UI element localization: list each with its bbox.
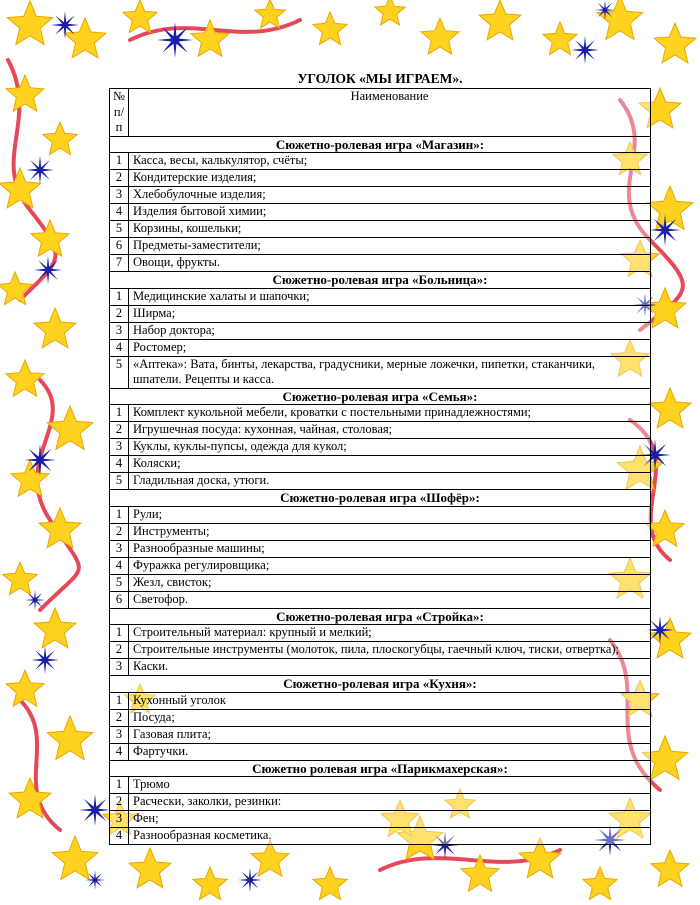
yellow-star-icon <box>6 75 44 111</box>
table-row <box>110 322 651 339</box>
item-number: 3 <box>110 187 129 204</box>
item-text: Коляски; <box>129 456 651 473</box>
yellow-star-icon <box>11 460 49 496</box>
item-text: Строительные инструменты (молоток, пила, плоскогубцы, гаечный ключ, тиски, отвертка); <box>129 642 651 659</box>
item-text: Трюмо <box>129 777 651 794</box>
table-row <box>110 625 651 642</box>
yellow-star-icon <box>313 12 347 45</box>
item-number: 1 <box>110 153 129 170</box>
item-text: Посуда; <box>129 709 651 726</box>
section-heading-row <box>110 388 651 405</box>
table-row <box>110 187 651 204</box>
table-row <box>110 709 651 726</box>
item-text: Фуражка регулировщика; <box>129 557 651 574</box>
table-row <box>110 777 651 794</box>
yellow-star-icon <box>597 0 643 39</box>
yellow-star-icon <box>3 562 37 595</box>
item-number: 4 <box>110 456 129 473</box>
item-number: 1 <box>110 692 129 709</box>
item-text: Разнообразная косметика. <box>129 828 651 845</box>
blue-star-icon <box>85 870 105 890</box>
table-row <box>110 828 651 845</box>
item-number: 3 <box>110 726 129 743</box>
yellow-star-icon <box>479 0 521 40</box>
item-number: 2 <box>110 709 129 726</box>
blue-star-icon <box>31 646 59 674</box>
item-number: 7 <box>110 255 129 272</box>
blue-star-icon <box>157 22 193 58</box>
item-text: Корзины, кошельки; <box>129 221 651 238</box>
item-number: 4 <box>110 204 129 221</box>
table-row <box>110 692 651 709</box>
item-text: Набор доктора; <box>129 322 651 339</box>
yellow-star-icon <box>649 388 691 428</box>
yellow-star-icon <box>31 220 69 256</box>
item-text: Кухонный уголок <box>129 692 651 709</box>
item-text: Газовая плита; <box>129 726 651 743</box>
yellow-star-icon <box>193 867 227 900</box>
item-number: 5 <box>110 473 129 490</box>
section-heading-row <box>110 608 651 625</box>
item-number: 5 <box>110 356 129 388</box>
yellow-star-icon <box>52 836 98 879</box>
section-heading-row <box>110 676 651 693</box>
item-text: Строительный материал: крупный и мелкий; <box>129 625 651 642</box>
items-table <box>109 88 651 845</box>
blue-star-icon <box>25 590 45 610</box>
item-number: 1 <box>110 405 129 422</box>
item-text: Разнообразные машины; <box>129 540 651 557</box>
blue-star-icon <box>238 868 262 892</box>
table-row <box>110 726 651 743</box>
table-row <box>110 356 651 388</box>
item-text: Игрушечная посуда: кухонная, чайная, столовая; <box>129 422 651 439</box>
table-row <box>110 422 651 439</box>
document <box>109 70 651 845</box>
section-heading-row <box>110 490 651 507</box>
item-text: Ширма; <box>129 305 651 322</box>
table-row <box>110 288 651 305</box>
table-row <box>110 642 651 659</box>
yellow-star-icon <box>313 867 347 900</box>
table-row <box>110 523 651 540</box>
section-heading: Сюжетно-ролевая игра «Семья»: <box>110 388 651 405</box>
header-num: № п/п <box>110 89 129 137</box>
table-row <box>110 743 651 760</box>
item-text: Жезл, свисток; <box>129 574 651 591</box>
item-text: Касса, весы, калькулятор, счёты; <box>129 153 651 170</box>
table-row <box>110 255 651 272</box>
yellow-star-icon <box>43 122 77 155</box>
section-heading-row <box>110 136 651 153</box>
item-text: Хлебобулочные изделия; <box>129 187 651 204</box>
item-text: Светофор. <box>129 591 651 608</box>
table-row <box>110 153 651 170</box>
item-number: 1 <box>110 777 129 794</box>
table-row <box>110 405 651 422</box>
yellow-star-icon <box>123 0 157 33</box>
table-row <box>110 506 651 523</box>
yellow-star-icon <box>34 608 76 648</box>
item-text: Комплект кукольной мебели, кроватки с постельными принадлежностями; <box>129 405 651 422</box>
item-text: Овощи, фрукты. <box>129 255 651 272</box>
blue-star-icon <box>34 256 62 284</box>
table-row <box>110 540 651 557</box>
yellow-star-icon <box>375 0 405 25</box>
table-row <box>110 170 651 187</box>
section-heading: Сюжетно-ролевая игра «Магазин»: <box>110 136 651 153</box>
item-text: Расчески, заколки, резинки: <box>129 794 651 811</box>
yellow-star-icon <box>47 716 93 759</box>
item-number: 1 <box>110 288 129 305</box>
item-number: 2 <box>110 170 129 187</box>
section-heading: Сюжетно-ролевая игра «Больница»: <box>110 272 651 289</box>
table-row <box>110 659 651 676</box>
item-text: Предметы-заместители; <box>129 238 651 255</box>
item-number: 3 <box>110 811 129 828</box>
item-number: 3 <box>110 659 129 676</box>
item-text: Ростомер; <box>129 339 651 356</box>
header-row <box>110 89 651 137</box>
table-row <box>110 557 651 574</box>
item-number: 3 <box>110 439 129 456</box>
item-text: «Аптека»: Вата, бинты, лекарства, градусники, мерные ложечки, пипетки, стаканчики, шпатели. Рецепты и касса. <box>129 356 651 388</box>
item-number: 4 <box>110 743 129 760</box>
table-row <box>110 456 651 473</box>
item-number: 5 <box>110 574 129 591</box>
table-row <box>110 473 651 490</box>
section-heading: Сюжетно-ролевая игра «Кухня»: <box>110 676 651 693</box>
section-heading: Сюжетно ролевая игра «Парикмахерская»: <box>110 760 651 777</box>
item-text: Изделия бытовой химии; <box>129 204 651 221</box>
section-heading-row <box>110 272 651 289</box>
table-row <box>110 591 651 608</box>
yellow-star-icon <box>34 308 76 348</box>
yellow-star-icon <box>129 848 171 888</box>
item-number: 2 <box>110 422 129 439</box>
blue-star-icon <box>24 444 56 476</box>
yellow-star-icon <box>543 22 577 55</box>
item-number: 3 <box>110 322 129 339</box>
yellow-star-icon <box>64 18 106 58</box>
item-text: Фен; <box>129 811 651 828</box>
table-row <box>110 811 651 828</box>
section-heading: Сюжетно-ролевая игра «Шофёр»: <box>110 490 651 507</box>
item-number: 1 <box>110 506 129 523</box>
item-number: 4 <box>110 557 129 574</box>
item-number: 2 <box>110 305 129 322</box>
table-row <box>110 221 651 238</box>
yellow-star-icon <box>7 1 53 44</box>
item-number: 2 <box>110 523 129 540</box>
yellow-star-icon <box>583 867 617 900</box>
section-heading-row <box>110 760 651 777</box>
yellow-star-icon <box>6 670 44 706</box>
item-text: Фартучки. <box>129 743 651 760</box>
yellow-star-icon <box>191 20 229 56</box>
item-text: Кондитерские изделия; <box>129 170 651 187</box>
blue-star-icon <box>51 11 79 39</box>
yellow-star-icon <box>6 360 44 396</box>
table-row <box>110 339 651 356</box>
table-row <box>110 305 651 322</box>
blue-star-icon <box>571 36 599 64</box>
item-text: Рули; <box>129 506 651 523</box>
item-text: Инструменты; <box>129 523 651 540</box>
yellow-star-icon <box>251 840 289 876</box>
yellow-star-icon <box>647 186 693 229</box>
blue-star-icon <box>649 214 681 246</box>
item-number: 3 <box>110 540 129 557</box>
table-row <box>110 238 651 255</box>
item-text: Каски. <box>129 659 651 676</box>
item-number: 4 <box>110 339 129 356</box>
page-title: УГОЛОК «МЫ ИГРАЕМ». <box>297 71 463 86</box>
blue-star-icon <box>26 156 54 184</box>
yellow-star-icon <box>255 0 285 28</box>
yellow-star-icon <box>0 272 32 305</box>
item-number: 2 <box>110 642 129 659</box>
table-row <box>110 439 651 456</box>
item-number: 5 <box>110 221 129 238</box>
yellow-star-icon <box>649 618 691 658</box>
table-row <box>110 574 651 591</box>
item-text: Куклы, куклы-пупсы, одежда для кукол; <box>129 439 651 456</box>
yellow-star-icon <box>651 850 689 886</box>
item-number: 6 <box>110 238 129 255</box>
item-text: Гладильная доска, утюги. <box>129 473 651 490</box>
header-name: Наименование <box>129 89 651 137</box>
yellow-star-icon <box>0 168 41 208</box>
blue-star-icon <box>79 794 111 826</box>
section-heading: Сюжетно-ролевая игра «Стройка»: <box>110 608 651 625</box>
item-number: 1 <box>110 625 129 642</box>
table-row <box>110 794 651 811</box>
table-row <box>110 204 651 221</box>
blue-star-icon <box>595 0 615 20</box>
item-number: 2 <box>110 794 129 811</box>
item-number: 4 <box>110 828 129 845</box>
item-number: 6 <box>110 591 129 608</box>
yellow-star-icon <box>654 23 696 63</box>
item-text: Медицинские халаты и шапочки; <box>129 288 651 305</box>
yellow-star-icon <box>421 18 459 54</box>
